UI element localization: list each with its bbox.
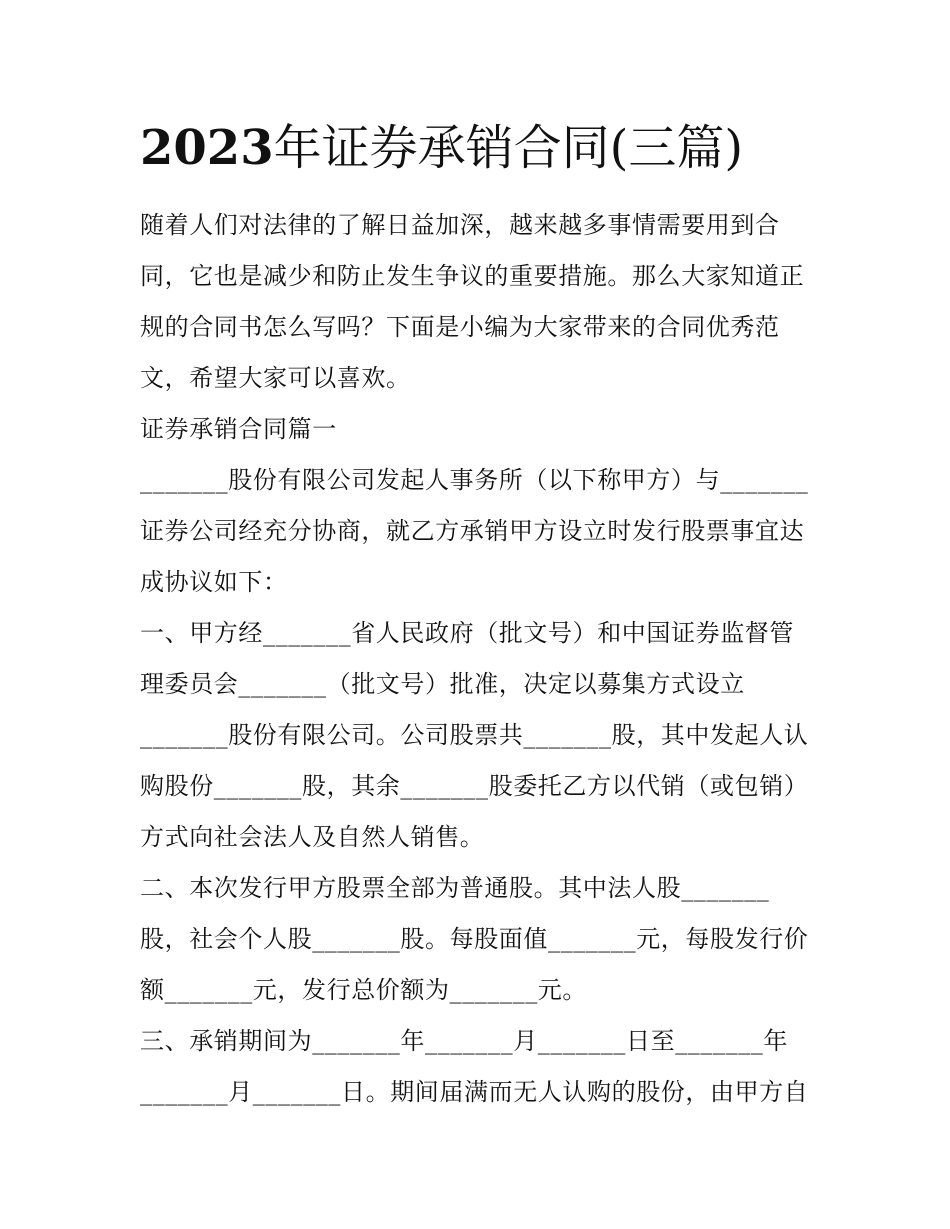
paragraph-line: 股，社会个人股_______股。每股面值_______元，每股发行价 <box>140 925 809 953</box>
paragraph-line: 方式向社会法人及自然人销售。 <box>140 823 485 851</box>
paragraph-line: 三、承销期间为_______年_______月_______日至_______年 <box>140 1027 788 1055</box>
document-title <box>140 118 743 178</box>
paragraph-line: 购股份_______股，其余_______股委托乙方以代销（或包销） <box>140 772 809 800</box>
paragraph-line: _______月_______日。期间届满而无人认购的股份，由甲方自 <box>140 1078 809 1106</box>
title-text: 年证券承销合同(三篇) <box>273 120 744 176</box>
section-heading: 证券承销合同篇一 <box>140 415 337 443</box>
paragraph-line: 规的合同书怎么写吗？下面是小编为大家带来的合同优秀范 <box>140 313 780 341</box>
paragraph-line: 额_______元，发行总价额为_______元。 <box>140 976 587 1004</box>
paragraph-line: 随着人们对法律的了解日益加深，越来越多事情需要用到合 <box>140 211 780 239</box>
paragraph-line: 证券公司经充分协商，就乙方承销甲方设立时发行股票事宜达 <box>140 517 805 545</box>
paragraph-line: 文，希望大家可以喜欢。 <box>140 364 411 392</box>
paragraph-line: 二、本次发行甲方股票全部为普通股。其中法人股_______ <box>140 874 770 902</box>
paragraph-line: 一、甲方经_______省人民政府（批文号）和中国证券监督管 <box>140 619 794 647</box>
paragraph-line: 成协议如下： <box>140 568 288 596</box>
paragraph-line: _______股份有限公司发起人事务所（以下称甲方）与_______ <box>140 466 809 494</box>
paragraph-line: 同，它也是减少和防止发生争议的重要措施。那么大家知道正 <box>140 262 805 290</box>
paragraph-line: _______股份有限公司。公司股票共_______股，其中发起人认 <box>140 721 809 749</box>
paragraph-line: 理委员会_______（批文号）批准，决定以募集方式设立 <box>140 670 745 698</box>
title-year: 2023 <box>140 120 274 176</box>
document-body <box>140 200 820 1118</box>
